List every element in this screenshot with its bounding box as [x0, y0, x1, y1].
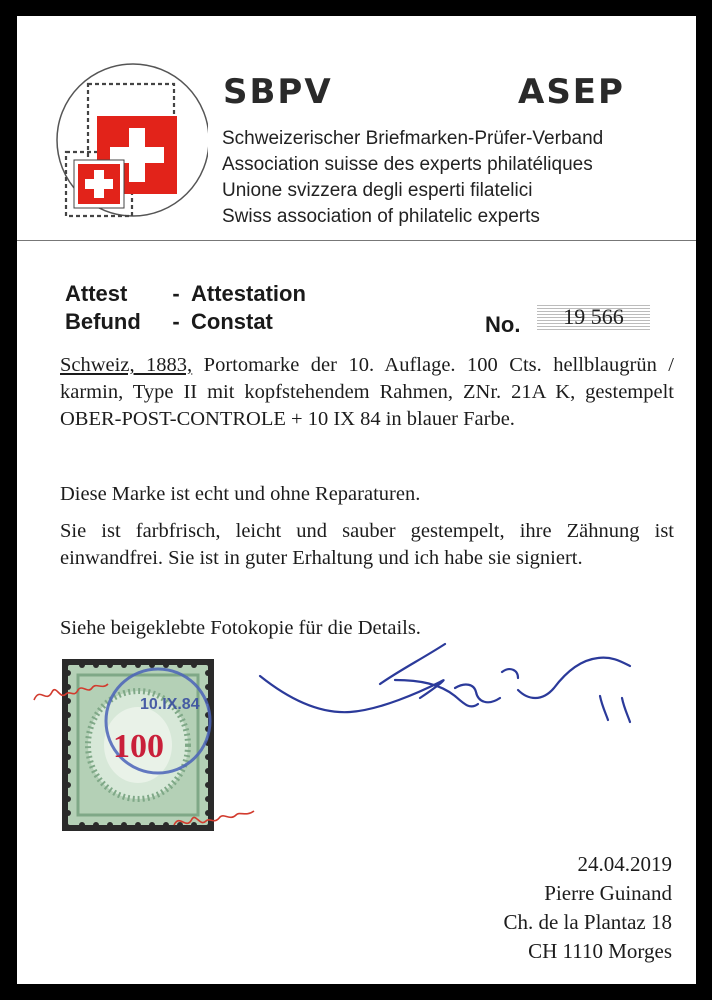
title-attest-fr: Attestation: [191, 281, 306, 306]
title-attest: [65, 281, 306, 307]
association-line-en: Swiss association of philatelic experts: [222, 206, 540, 227]
description-paragraph: [60, 352, 674, 433]
brand-sbpv: SBPV: [223, 72, 333, 112]
expert-mark-top: [30, 672, 120, 712]
association-line-it: Unione svizzera degli esperti filatelici: [222, 180, 533, 201]
association-names: [222, 126, 603, 230]
certificate-number-label: No.: [485, 312, 521, 337]
association-line-fr: Association suisse des experts philatéliques: [222, 154, 593, 175]
title-dash: -: [172, 309, 180, 334]
expert-signature: [250, 640, 650, 730]
expert-street: Ch. de la Plantaz 18: [503, 910, 672, 934]
title-attest-de: Attest: [65, 281, 128, 306]
brand-asep: ASEP: [518, 72, 625, 112]
certificate-number: 19 566: [563, 304, 624, 329]
expert-city: CH 1110 Morges: [528, 939, 672, 963]
expert-address: [372, 850, 672, 966]
description-details: Portomarke der 10. Auflage. 100 Cts. hellblaugrün / karmin, Type II mit kopfstehendem Rahmen, ZNr. 21A K, gestempelt OBER-POST-CONTROLE + 10 IX 84 in blauer Farbe.: [60, 354, 674, 430]
photocopy-note: Siehe beigeklebte Fotokopie für die Details.: [60, 617, 421, 639]
title-befund: [65, 309, 273, 335]
condition-paragraph: Sie ist farbfrisch, leicht und sauber gestempelt, ihre Zähnung ist einwandfrei. Sie ist in guter Erhaltung und ich habe sie signiert.: [60, 520, 674, 569]
description-country-year: Schweiz, 1883,: [60, 354, 193, 376]
association-line-de: Schweizerischer Briefmarken-Prüfer-Verband: [222, 128, 604, 149]
expert-name: Pierre Guinand: [544, 881, 672, 905]
title-befund-de: Befund: [65, 309, 141, 334]
title-dash: -: [172, 281, 180, 306]
sbpv-logo: [48, 62, 208, 222]
expert-mark-bottom: [170, 805, 260, 835]
title-befund-fr: Constat: [191, 309, 273, 334]
stamp-postmark-date: 10.IX.84: [140, 696, 200, 713]
authenticity-paragraph: Diese Marke ist echt und ohne Reparaturen.: [60, 483, 421, 505]
stamp-value: 100: [113, 728, 164, 765]
header-divider: [17, 240, 696, 241]
certificate-date: 24.04.2019: [577, 852, 672, 876]
